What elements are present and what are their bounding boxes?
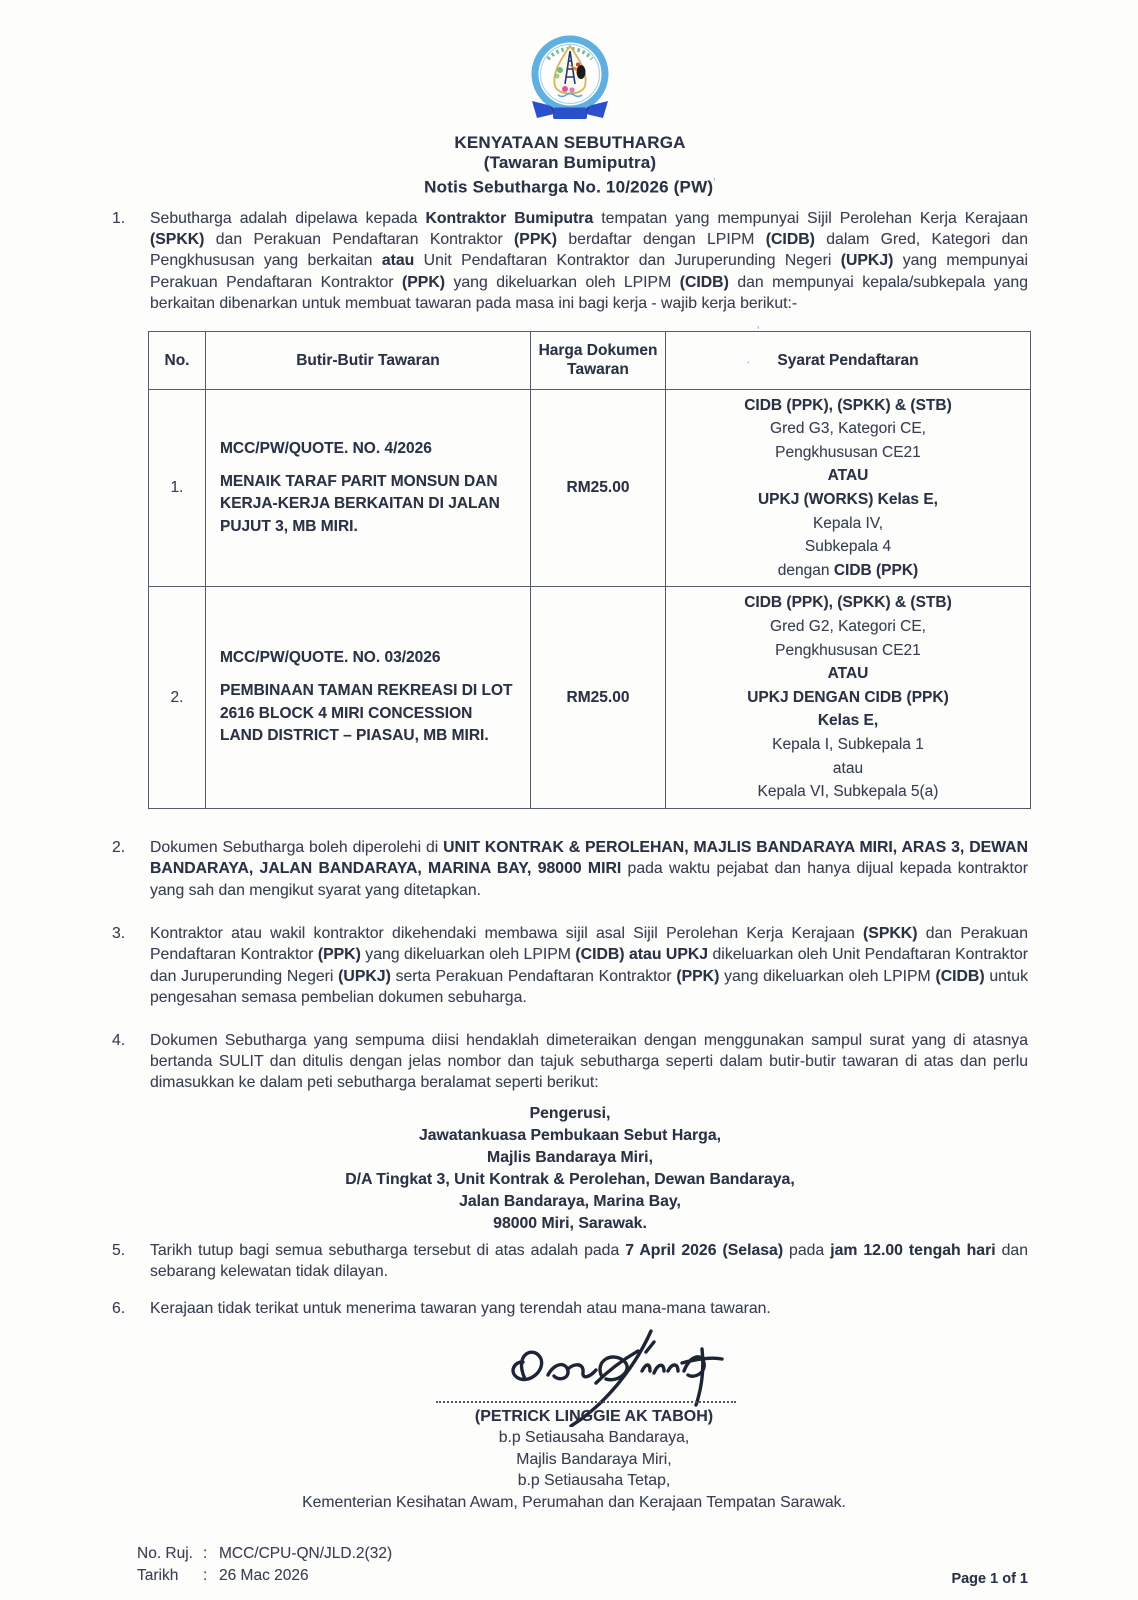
list-item-5: [112, 1240, 1028, 1283]
document-subtitle: (Tawaran Bumiputra): [483, 153, 657, 172]
registration-requirements-cell: [666, 587, 1031, 808]
document-title: KENYATAAN SEBUTHARGA: [454, 133, 686, 152]
requirement-line: Pengkhususan CE21: [775, 443, 921, 461]
requirement-line: Kepala IV,: [812, 514, 884, 532]
address-line: 98000 Miri, Sarawak.: [493, 1214, 647, 1232]
list-item-1: [112, 208, 1028, 315]
list-item-6: [112, 1298, 1028, 1319]
quote-ref: MCC/PW/QUOTE. NO. 4/2026: [220, 439, 432, 457]
address-line: Majlis Bandaraya Miri,: [487, 1148, 653, 1166]
col-header-no: No.: [149, 331, 206, 389]
requirement-line: Subkepala 4: [804, 538, 892, 556]
ref-separator: :: [203, 1545, 208, 1563]
address-line: Jawatankuasa Pembukaan Sebut Harga,: [418, 1126, 721, 1144]
signature-block: [112, 1319, 1028, 1513]
requirement-line: ATAU: [827, 665, 869, 683]
requirement-line: CIDB (PPK), (SPKK) & (STB): [744, 594, 952, 612]
scan-artifact: ˏ: [746, 350, 750, 364]
ref-value: MCC/CPU-QN/JLD.2(32): [219, 1545, 393, 1563]
requirement-line: CIDB (PPK), (SPKK) & (STB): [744, 396, 952, 414]
header-logo-area: [112, 34, 1028, 131]
requirement-line: Kepala VI, Subkepala 5(a): [757, 783, 939, 801]
reference-number-row: [137, 1543, 392, 1565]
signatory-org: Majlis Bandaraya Miri,: [516, 1450, 672, 1468]
tender-table: [148, 331, 1031, 809]
date-value: 26 Mac 2026: [219, 1567, 309, 1585]
list-item-3: [112, 923, 1028, 1009]
row-number: 1.: [149, 389, 206, 587]
item-number: 1.: [112, 209, 126, 227]
requirement-line: Pengkhususan CE21: [775, 641, 921, 659]
signatory-title-2: b.p Setiausaha Tetap,: [517, 1472, 671, 1490]
item-number: 5.: [112, 1241, 126, 1259]
row-number: 2.: [149, 587, 206, 808]
submission-address: [112, 1103, 1028, 1235]
scan-artifact: ʼ: [757, 324, 760, 338]
col-header-syarat: Syarat Pendaftaran: [666, 331, 1031, 389]
requirement-line: ATAU: [827, 467, 869, 485]
requirement-line: Kepala I, Subkepala 1: [772, 736, 924, 753]
requirement-line: Kelas E,: [817, 712, 879, 730]
tender-details-cell: [206, 587, 531, 808]
requirement-line: Gred G3, Kategori CE,: [770, 420, 926, 438]
col-header-harga: Harga Dokumen Tawaran: [531, 331, 666, 389]
col-header-butir: Butir-Butir Tawaran: [206, 331, 531, 389]
item-text: Tarikh tutup bagi semua sebutharga tersebut di atas adalah pada 7 April 2026 (Selasa) pada jam 12.00 tengah hari dan sebarang kelewatan tidak dilayan.: [150, 1241, 1028, 1281]
reference-block: [137, 1543, 392, 1587]
ministry-line: Kementerian Kesihatan Awam, Perumahan dan Kerajaan Tempatan Sarawak.: [302, 1493, 846, 1511]
notice-number-text: Notis Sebutharga No. 10/2026 (PW): [424, 177, 714, 197]
list-item-4: [112, 1030, 1028, 1094]
signatory-name: (PETRICK LINGGIE AK TABOH): [474, 1408, 714, 1426]
item-number: 6.: [112, 1299, 126, 1317]
tender-table-wrap: [148, 331, 1028, 809]
date-separator: :: [203, 1567, 208, 1585]
address-line: Pengerusi,: [529, 1104, 611, 1122]
quote-title: PEMBINAAN TAMAN REKREASI DI LOT 2616 BLOCK 4 MIRI CONCESSION LAND DISTRICT – PIASAU, MB MIRI.: [220, 682, 513, 745]
date-row: [137, 1565, 392, 1587]
requirement-line: atau: [832, 759, 864, 777]
table-row: [149, 587, 1031, 808]
item-text: Dokumen Sebutharga yang sempuma diisi hendaklah dimeteraikan dengan menggunakan sampul surat yang di atasnya bertanda SULIT dan ditulis dengan jelas nombor dan tajuk sebutharga seperti dalam butir-butir tawaran di atas dan perlu dimasukkan ke dalam peti sebutharga beralamat seperti berikut:: [150, 1031, 1028, 1092]
item-number: 3.: [112, 925, 126, 942]
item-text: Dokumen Sebutharga boleh diperolehi di UNIT KONTRAK & PEROLEHAN, MAJLIS BANDARAYA MIRI, ARAS 3, DEWAN BANDARAYA, JALAN BANDARAYA, MARINA BAY, 98000 MIRI pada waktu pejabat dan hanya dijual kepada kontraktor yang sah dan mengikut syarat yang ditetapkan.: [150, 838, 1028, 899]
quote-ref: MCC/PW/QUOTE. NO. 03/2026: [220, 649, 441, 667]
page-number: Page 1 of 1: [951, 1571, 1028, 1588]
list-item-2: [112, 837, 1028, 901]
quote-title: MENAIK TARAF PARIT MONSUN DAN KERJA-KERJA BERKAITAN DI JALAN PUJUT 3, MB MIRI.: [220, 472, 500, 535]
requirement-line: UPKJ (WORKS) Kelas E,: [757, 491, 938, 509]
item-text: Sebutharga adalah dipelawa kepada Kontraktor Bumiputra tempatan yang mempunyai Sijil Perolehan Kerja Kerajaan (SPKK) dan Perakuan Pendaftaran Kontraktor (PPK) berdaftar dengan LPIPM (CIDB) dalam Gred, Kategori dan Pengkhususan yang berkaitan atau Unit Pendaftaran Kontraktor dan Juruperunding Negeri (UPKJ) yang mempunyai Perakuan Pendaftaran Kontraktor (PPK) yang dikeluarkan oleh LPIPM (CIDB) dan mempunyai kepala/subkepala yang berkaitan dibenarkan untuk membuat tawaran pada masa ini bagi kerja - wajib kerja berikut:-: [150, 209, 1029, 313]
ref-label: No. Ruj.: [137, 1545, 193, 1563]
signature-line: [436, 1401, 736, 1403]
address-line: Jalan Bandaraya, Marina Bay,: [459, 1192, 681, 1210]
page-footer: [112, 1543, 1028, 1587]
document-price: RM25.00: [531, 587, 666, 808]
table-row: [149, 389, 1031, 587]
address-line: D/A Tingkat 3, Unit Kontrak & Perolehan, Dewan Bandaraya,: [345, 1170, 795, 1188]
item-number: 4.: [112, 1031, 126, 1049]
tender-details-cell: [206, 389, 531, 587]
document-price: RM25.00: [531, 389, 666, 587]
registration-requirements-cell: [666, 389, 1031, 587]
item-text: Kontraktor atau wakil kontraktor dikehendaki membawa sijil asal Sijil Perolehan Kerja Kerajaan (SPKK) dan Perakuan Pendaftaran Kontraktor (PPK) yang dikeluarkan oleh LPIPM (CIDB) atau UPKJ dikeluarkan oleh Unit Pendaftaran Kontraktor dan Juruperunding Negeri (UPKJ) serta Perakuan Pendaftaran Kontraktor (PPK) yang dikeluarkan oleh LPIPM (CIDB) untuk pengesahan semasa pembelian dokumen sebuharga.: [150, 925, 1029, 1007]
item-number: 2.: [112, 838, 126, 856]
requirement-line: dengan CIDB (PPK): [777, 561, 919, 579]
signatory-title: b.p Setiausaha Bandaraya,: [498, 1429, 690, 1447]
requirement-line: Gred G2, Kategori CE,: [770, 618, 926, 636]
date-label: Tarikh: [137, 1567, 179, 1585]
city-crest-logo: [517, 34, 623, 126]
scan-artifact: ʼ: [713, 177, 716, 189]
item-text: Kerajaan tidak terikat untuk menerima tawaran yang terendah atau mana-mana tawaran.: [150, 1299, 771, 1317]
table-header-row: [149, 331, 1031, 389]
requirement-line: UPKJ DENGAN CIDB (PPK): [747, 688, 949, 706]
notice-number: [112, 173, 1028, 198]
